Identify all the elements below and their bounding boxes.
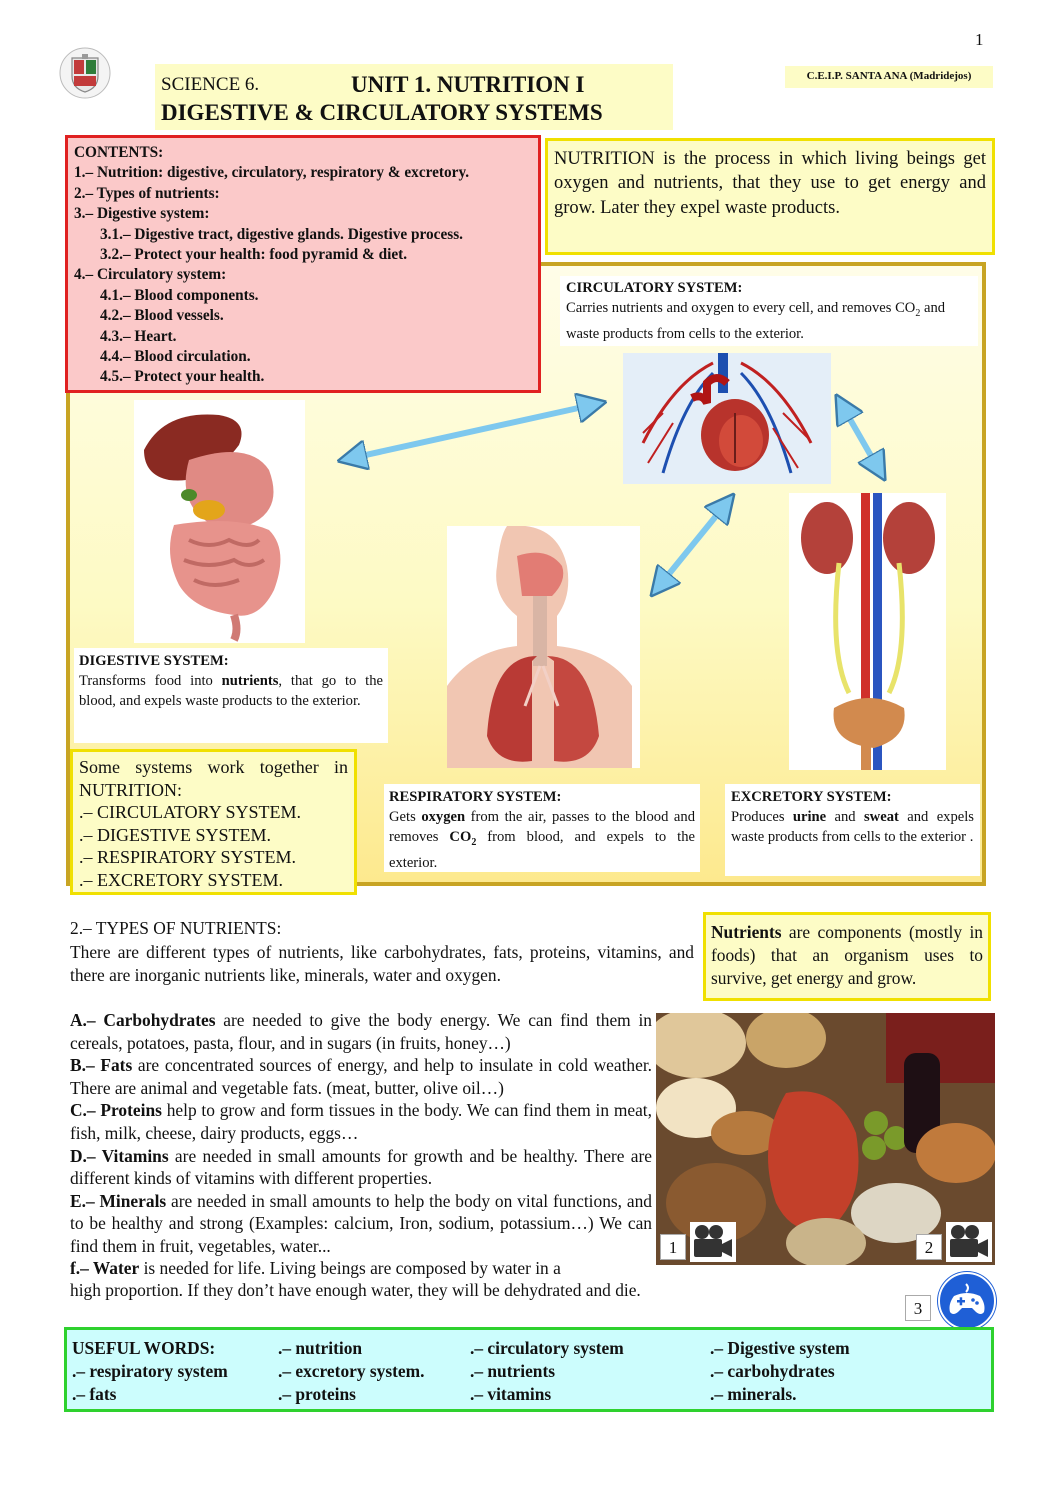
useful-word: .– minerals. [710,1384,797,1404]
nutrients-section-title: 2.– TYPES OF NUTRIENTS: [70,918,282,938]
nutrient-item: D.– Vitamins are needed in small amounts for growth and be healthy. There are different kinds of vitamins with different properties. [70,1145,652,1189]
contents-list [74,163,532,387]
contents-item: 4.1.– Blood components. [100,286,259,304]
video-1-number[interactable]: 1 [660,1234,686,1260]
school-logo [58,46,112,100]
contents-item: 1.– Nutrition: digestive, circulatory, respiratory & excretory. [74,164,470,182]
useful-word: .– nutrition [278,1338,363,1358]
contents-item: 2.– Types of nutrients: [74,184,220,202]
contents-item: 4.3.– Heart. [100,327,177,345]
contents-item: 4.5.– Protect your health. [100,368,265,386]
title-box [155,64,673,130]
nutrient-list [70,1009,652,1258]
useful-word: .– proteins [278,1384,356,1404]
circulatory-title: CIRCULATORY SYSTEM: [566,280,743,296]
excretory-text: Produces urine and sweat and expels waste products from cells to the exterior . [731,809,974,845]
connection-arrows [330,390,900,600]
together-item: .– RESPIRATORY SYSTEM. [79,847,297,868]
together-item: .– CIRCULATORY SYSTEM. [79,802,302,823]
video-camera-icon[interactable] [690,1222,736,1262]
nutrient-item: B.– Fats are concentrated sources of energy, and help to insulate in cold weather. There are animal and vegetable fats. (meat, butter, olive oil…) [70,1055,652,1098]
respiratory-title: RESPIRATORY SYSTEM: [389,789,562,805]
excretory-box [725,784,980,876]
useful-word: .– nutrients [470,1361,556,1381]
water-item-continued: high proportion. If they don’t have enough water, they will be dehydrated and die. [70,1280,641,1300]
contents-item: 4.4.– Blood circulation. [100,348,251,366]
useful-words-heading: USEFUL WORDS: [72,1338,216,1358]
course-label: SCIENCE 6. [161,74,260,95]
gamepad-icon[interactable] [938,1272,996,1330]
together-item: .– EXCRETORY SYSTEM. [79,869,284,890]
contents-item: 3.2.– Protect your health: food pyramid & diet. [100,246,408,264]
nutrition-term: NUTRITION [554,149,655,169]
digestive-title: DIGESTIVE SYSTEM: [79,653,229,669]
useful-word: .– respiratory system [72,1361,228,1381]
contents-item: 4.2.– Blood vessels. [100,307,224,325]
useful-word: .– circulatory system [470,1338,624,1358]
systems-together-box [70,749,357,895]
nutrients-definition: Nutrients are components (mostly in foods) that an organism uses to survive, get energy and grow. [703,912,991,1001]
unit-title: UNIT 1. NUTRITION I [351,72,585,97]
useful-word: .– vitamins [470,1384,552,1404]
excretory-title: EXCRETORY SYSTEM: [731,789,892,805]
nutrient-item: C.– Proteins help to grow and form tissues in the body. We can find them in meat, fish, milk, cheese, dairy products, eggs… [70,1100,652,1143]
game-number[interactable]: 3 [905,1295,931,1321]
unit-subtitle: DIGESTIVE & CIRCULATORY SYSTEMS [161,100,603,125]
useful-word: .– Digestive system [710,1338,850,1358]
digestive-box [74,648,388,743]
contents-item: 3.1.– Digestive tract, digestive glands. Digestive process. [100,225,463,243]
respiratory-box [384,784,700,872]
contents-heading: CONTENTS: [74,144,164,161]
video-camera-icon[interactable] [946,1222,992,1262]
nutrient-item: A.– Carbohydrates are needed to give the body energy. We can find them in cereals, potatoes, pasta, flour, and in sugars (in fruits, honey…) [70,1010,653,1053]
together-intro: Some systems work together in NUTRITION: [79,757,348,800]
together-item: .– DIGESTIVE SYSTEM. [79,824,271,845]
useful-word: .– excretory system. [278,1361,425,1381]
circulatory-box [560,276,978,346]
water-item: f.– Water is needed for life. Living beings are composed by water in a [70,1258,561,1278]
contents-box [65,135,541,393]
circulatory-text: Carries nutrients and oxygen to every cell, and removes $CO_2$ and waste products from cells to the exterior. [566,300,946,342]
respiratory-text: Gets oxygen from the air, passes to the blood and removes $CO_2$ from blood, and expels to the exterior. [389,809,695,871]
nutrients-intro: There are different types of nutrients, like carbohydrates, fats, proteins, vitamins, and there are inorganic nutrients like, minerals, water and oxygen. [70,942,694,985]
school-name: C.E.I.P. SANTA ANA (Madridejos) [785,66,993,88]
useful-word: .– carbohydrates [710,1361,835,1381]
nutrient-item: E.– Minerals are needed in small amounts to help the body on vital functions, and to be healthy and strong (Examples: calcium, Iron, sodium, potassium…) We can find them in fruit, vegetables, water... [70,1190,652,1256]
contents-item: 3.– Digestive system: [74,205,210,223]
video-2-number[interactable]: 2 [916,1234,942,1260]
contents-item: 4.– Circulatory system: [74,266,227,284]
digestive-image [134,400,305,643]
digestive-text: Transforms food into nutrients, that go to the blood, and expels waste products to the exterior. [79,673,383,709]
nutrition-definition [545,138,995,255]
useful-words-box [64,1327,994,1412]
useful-word: .– fats [72,1384,117,1404]
nutrition-text: is the process in which living beings get oxygen and nutrients, that they use to get energy and grow. Later they expel waste products. [554,149,986,218]
page-number: 1 [975,30,984,49]
